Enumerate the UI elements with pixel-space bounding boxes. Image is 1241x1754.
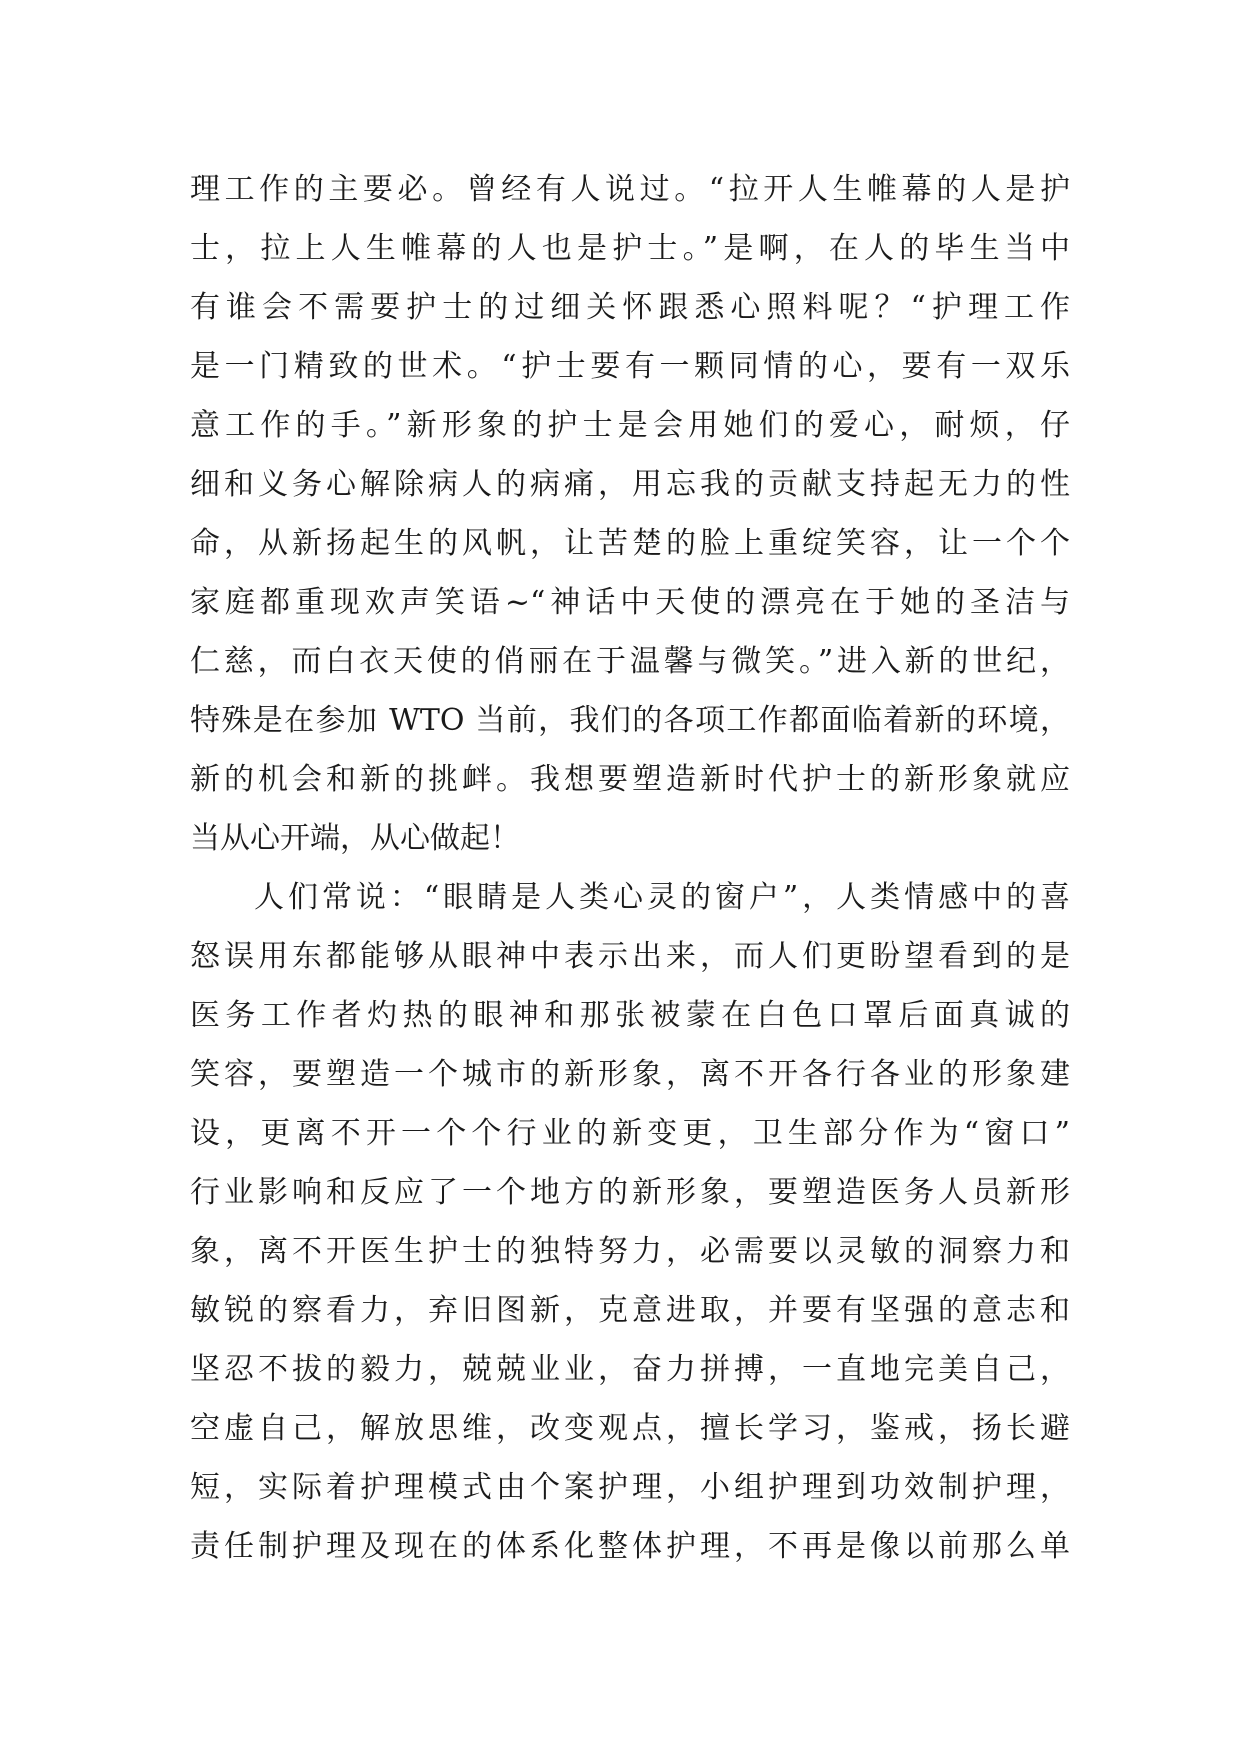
text-line: 仁慈，而白衣天使的俏丽在于温馨与微笑。”进入新的世纪， [190,644,1070,679]
text-line: 细和义务心解除病人的病痛，用忘我的贡献支持起无力的性 [190,467,1070,502]
body-text [190,160,1070,1576]
text-line: 命，从新扬起生的风帆，让苦楚的脸上重绽笑容，让一个个 [190,526,1070,561]
text-line: 坚忍不拔的毅力，兢兢业业，奋力拼搏，一直地完美自己， [190,1352,1070,1387]
text-line: 象，离不开医生护士的独特努力，必需要以灵敏的洞察力和 [190,1234,1070,1269]
text-line: 当从心开端，从心做起！ [190,821,520,856]
text-line: 家庭都重现欢声笑语~“神话中天使的漂亮在于她的圣洁与 [190,585,1070,620]
paragraph-2 [190,868,1070,1576]
text-line: 设，更离不开一个个行业的新变更，卫生部分作为“窗口” [190,1116,1070,1151]
text-line: 短，实际着护理模式由个案护理，小组护理到功效制护理， [190,1470,1070,1505]
paragraph-1 [190,160,1070,868]
text-line: 人们常说：“眼睛是人类心灵的窗户”，人类情感中的喜 [254,880,1070,915]
text-line: 有谁会不需要护士的过细关怀跟悉心照料呢？“护理工作 [190,290,1070,325]
text-line: 理工作的主要必。曾经有人说过。“拉开人生帷幕的人是护 [190,172,1070,207]
text-line: 是一门精致的世术。“护士要有一颗同情的心，要有一双乐 [190,349,1070,384]
text-line: 责任制护理及现在的体系化整体护理，不再是像以前那么单 [190,1529,1070,1564]
text-line: 新的机会和新的挑衅。我想要塑造新时代护士的新形象就应 [190,762,1070,797]
text-line: 怒误用东都能够从眼神中表示出来，而人们更盼望看到的是 [190,939,1070,974]
text-line: 医务工作者灼热的眼神和那张被蒙在白色口罩后面真诚的 [190,998,1070,1033]
text-line: 敏锐的察看力，弃旧图新，克意进取，并要有坚强的意志和 [190,1293,1070,1328]
text-line: 士，拉上人生帷幕的人也是护士。”是啊，在人的毕生当中 [190,231,1070,266]
text-line: 特殊是在参加 WTO 当前，我们的各项工作都面临着新的环境， [190,703,1070,738]
text-line: 意工作的手。”新形象的护士是会用她们的爱心，耐烦，仔 [190,408,1070,443]
text-line: 笑容，要塑造一个城市的新形象，离不开各行各业的形象建 [190,1057,1070,1092]
text-line: 空虚自己，解放思维，改变观点，擅长学习，鉴戒，扬长避 [190,1411,1070,1446]
text-line: 行业影响和反应了一个地方的新形象，要塑造医务人员新形 [190,1175,1070,1210]
